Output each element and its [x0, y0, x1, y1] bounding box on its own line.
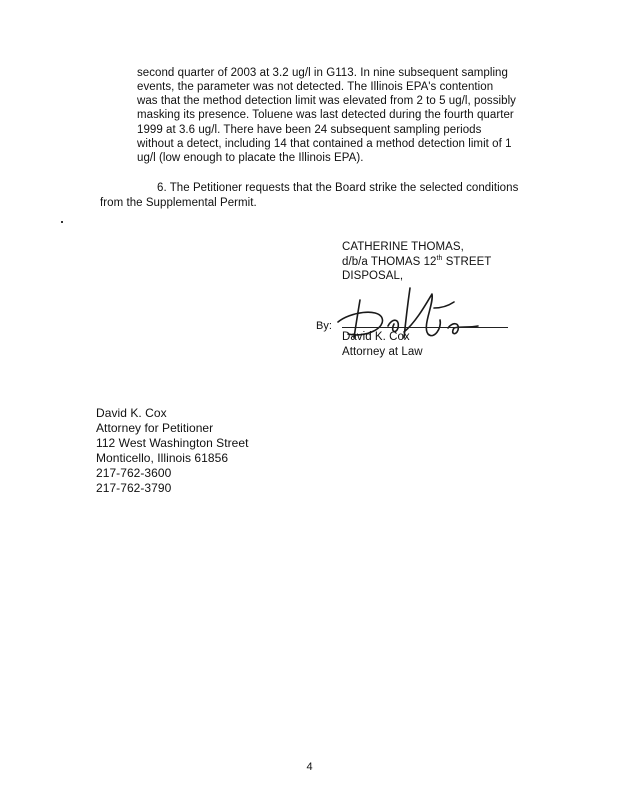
- dba-prefix: d/b/a THOMAS 12: [342, 256, 437, 268]
- address-line: David K. Cox: [96, 406, 167, 420]
- paragraph-line: ug/l (low enough to placate the Illinois EPA).: [137, 152, 364, 164]
- by-label: By:: [316, 320, 333, 332]
- party-name: CATHERINE THOMAS,: [342, 241, 464, 253]
- paragraph-line: events, the parameter was not detected. The Illinois EPA's contention: [137, 81, 494, 93]
- paragraph-line: 6. The Petitioner requests that the Board strike the selected conditions: [157, 182, 519, 194]
- signer-name: David K. Cox: [342, 331, 410, 343]
- paragraph-line: masking its presence. Toluene was last detected during the fourth quarter: [137, 109, 514, 121]
- address-line: Monticello, Illinois 61856: [96, 451, 229, 465]
- phone-line: 217-762-3600: [96, 466, 172, 480]
- dba-line: [342, 255, 491, 269]
- fax-line: 217-762-3790: [96, 481, 172, 495]
- address-line: 112 West Washington Street: [96, 436, 249, 450]
- dba-suffix: STREET: [442, 256, 492, 268]
- dba-superscript: th: [436, 255, 443, 263]
- paragraph-line: without a detect, including 14 that contained a method detection limit of 1: [137, 138, 512, 150]
- signer-title: Attorney at Law: [342, 346, 423, 358]
- paragraph-line: from the Supplemental Permit.: [100, 197, 257, 209]
- stray-mark: [61, 221, 63, 223]
- signature-line: [342, 327, 508, 328]
- paragraph-line: was that the method detection limit was elevated from 2 to 5 ug/l, possibly: [137, 95, 516, 107]
- paragraph-line: 1999 at 3.6 ug/l. There have been 24 subsequent sampling periods: [137, 124, 482, 136]
- paragraph-line: second quarter of 2003 at 3.2 ug/l in G113. In nine subsequent sampling: [137, 67, 508, 79]
- address-line: Attorney for Petitioner: [96, 421, 214, 435]
- page-number: 4: [306, 761, 313, 773]
- disposal-line: DISPOSAL,: [342, 270, 404, 282]
